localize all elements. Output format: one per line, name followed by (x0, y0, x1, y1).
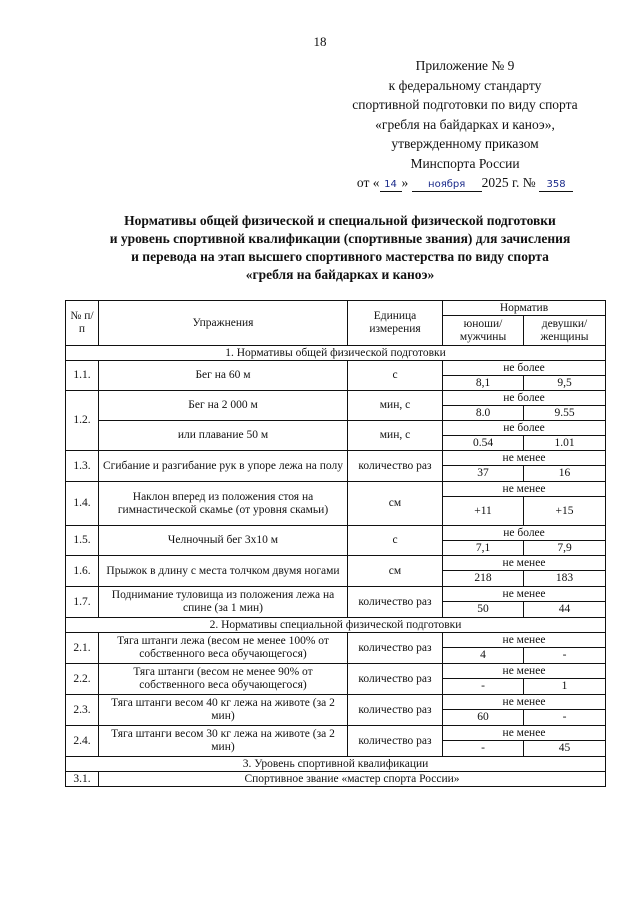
order-date-line (330, 173, 600, 193)
value-male: 8.0 (443, 406, 524, 421)
row-number: 1.7. (66, 587, 99, 618)
handwritten-day: 14 (380, 179, 402, 192)
value-female: 45 (524, 741, 606, 757)
table-row (66, 482, 606, 497)
title-line: и уровень спортивной квалификации (спортивные звания) для зачисления (109, 231, 571, 246)
value-female: 16 (524, 466, 606, 482)
norm-condition: не менее (443, 726, 606, 741)
value-male: 7,1 (443, 541, 524, 556)
row-number: 1.6. (66, 556, 99, 587)
value-female: - (524, 648, 606, 664)
row-number: 1.1. (66, 361, 99, 391)
appendix-line: Приложение № 9 (415, 58, 515, 73)
value-male: 4 (443, 648, 524, 664)
row-number: 1.4. (66, 482, 99, 526)
title-line: «гребля на байдарках и каноэ» (245, 267, 435, 282)
header-male: юноши/ мужчины (443, 316, 524, 346)
section-title: 2. Нормативы специальной физической подготовки (66, 618, 606, 633)
section-title: 3. Уровень спортивной квалификации (66, 757, 606, 772)
value-female: +15 (524, 497, 606, 526)
norm-condition: не более (443, 361, 606, 376)
appendix-line: спортивной подготовки по виду спорта (352, 97, 578, 112)
section-title: 1. Нормативы общей физической подготовки (66, 346, 606, 361)
appendix-line: утвержденному приказом (391, 136, 539, 151)
norm-condition: не более (443, 391, 606, 406)
norm-condition: не более (443, 421, 606, 436)
unit: количество раз (348, 664, 443, 695)
value-male: 50 (443, 602, 524, 618)
qualification-text: Спортивное звание «мастер спорта России» (99, 772, 606, 787)
norms-table (65, 300, 606, 787)
table-row (66, 664, 606, 679)
row-number: 3.1. (66, 772, 99, 787)
value-male: 37 (443, 466, 524, 482)
unit: количество раз (348, 726, 443, 757)
unit: см (348, 556, 443, 587)
date-prefix: от « (356, 175, 380, 190)
handwritten-number: 358 (539, 179, 573, 192)
unit: см (348, 482, 443, 526)
title-line: и перевода на этап высшего спортивного мастерства по виду спорта (131, 249, 549, 264)
exercise-name: Поднимание туловища из положения лежа на спине (за 1 мин) (99, 587, 348, 618)
table-row (66, 726, 606, 741)
unit: мин, с (348, 421, 443, 451)
date-mid: » (401, 175, 409, 190)
value-female: 183 (524, 571, 606, 587)
value-female: 9,5 (524, 376, 606, 391)
exercise-name: Тяга штанги весом 30 кг лежа на животе (за 2 мин) (99, 726, 348, 757)
exercise-name: или плавание 50 м (99, 421, 348, 451)
value-female: 7,9 (524, 541, 606, 556)
unit: с (348, 361, 443, 391)
norm-condition: не менее (443, 556, 606, 571)
value-male: 0.54 (443, 436, 524, 451)
value-male: - (443, 741, 524, 757)
appendix-line: «гребля на байдарках и каноэ», (375, 116, 555, 132)
row-number: 1.5. (66, 526, 99, 556)
value-male: 218 (443, 571, 524, 587)
row-number: 2.3. (66, 695, 99, 726)
norm-condition: не менее (443, 695, 606, 710)
norm-condition: не менее (443, 482, 606, 497)
value-male: +11 (443, 497, 524, 526)
document-title (40, 212, 640, 284)
section-row (66, 618, 606, 633)
row-number: 2.4. (66, 726, 99, 757)
exercise-name: Прыжок в длину с места толчком двумя ногами (99, 556, 348, 587)
table-row (66, 633, 606, 648)
table-row (66, 526, 606, 541)
unit: количество раз (348, 451, 443, 482)
table-row (66, 451, 606, 466)
appendix-line: Минспорта России (410, 155, 520, 171)
value-female: - (524, 710, 606, 726)
header-num: № п/п (66, 301, 99, 346)
header-exercise: Упражнения (99, 301, 348, 346)
table-row (66, 421, 606, 436)
header-unit: Единица измерения (348, 301, 443, 346)
norm-condition: не менее (443, 587, 606, 602)
title-line: Нормативы общей физической и специальной физической подготовки (124, 213, 556, 228)
row-number: 2.1. (66, 633, 99, 664)
unit: количество раз (348, 633, 443, 664)
norm-condition: не менее (443, 451, 606, 466)
norm-condition: не более (443, 526, 606, 541)
section-row (66, 757, 606, 772)
norm-condition: не менее (443, 633, 606, 648)
table-row (66, 361, 606, 376)
appendix-line: к федеральному стандарту (388, 77, 542, 93)
row-number: 2.2. (66, 664, 99, 695)
exercise-name: Бег на 2 000 м (99, 391, 348, 421)
row-number: 1.2. (66, 391, 99, 451)
value-female: 44 (524, 602, 606, 618)
date-year: 2025 г. № (481, 175, 536, 190)
exercise-name: Тяга штанги (весом не менее 90% от собственного веса обучающегося) (99, 664, 348, 695)
handwritten-month: ноября (412, 179, 482, 192)
appendix-block (330, 56, 600, 193)
value-female: 1 (524, 679, 606, 695)
row-number: 1.3. (66, 451, 99, 482)
table-row (66, 772, 606, 787)
exercise-name: Тяга штанги весом 40 кг лежа на животе (за 2 мин) (99, 695, 348, 726)
value-male: - (443, 679, 524, 695)
value-male: 8,1 (443, 376, 524, 391)
value-female: 9.55 (524, 406, 606, 421)
unit: количество раз (348, 695, 443, 726)
exercise-name: Тяга штанги лежа (весом не менее 100% от собственного веса обучающегося) (99, 633, 348, 664)
exercise-name: Бег на 60 м (99, 361, 348, 391)
value-female: 1.01 (524, 436, 606, 451)
header-norm: Норматив (443, 301, 606, 316)
value-male: 60 (443, 710, 524, 726)
table-row (66, 695, 606, 710)
table-row (66, 587, 606, 602)
exercise-name: Челночный бег 3x10 м (99, 526, 348, 556)
table-row (66, 391, 606, 406)
unit: мин, с (348, 391, 443, 421)
exercise-name: Сгибание и разгибание рук в упоре лежа на полу (99, 451, 348, 482)
section-row (66, 346, 606, 361)
norm-condition: не менее (443, 664, 606, 679)
table-row (66, 556, 606, 571)
unit: количество раз (348, 587, 443, 618)
unit: с (348, 526, 443, 556)
page-number: 18 (313, 34, 327, 49)
exercise-name: Наклон вперед из положения стоя на гимнастической скамье (от уровня скамьи) (99, 482, 348, 526)
header-female: девушки/ женщины (524, 316, 606, 346)
